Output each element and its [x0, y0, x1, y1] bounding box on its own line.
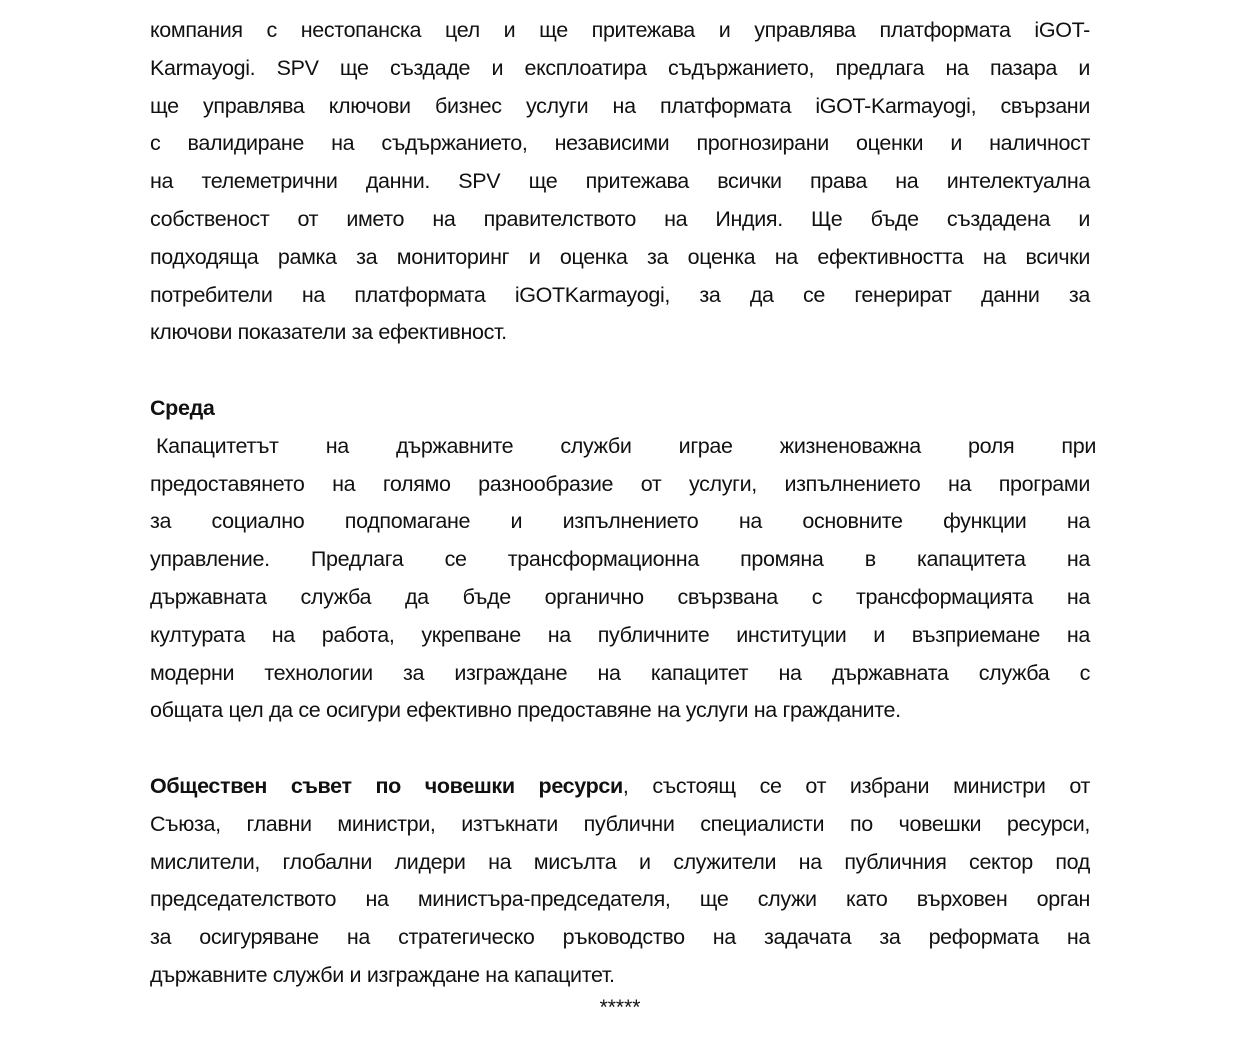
- text-line: предоставянето на голямо разнообразие от услуги, изпълнението на програми: [150, 471, 1090, 496]
- text-line: Капацитетът на държавните служби играе жизненоважна роля при: [156, 433, 1096, 458]
- end-marker: *****: [599, 995, 641, 1019]
- council-name-bold: Обществен съвет по човешки ресурси: [150, 773, 623, 798]
- text-line: собственост от името на правителството на Индия. Ще бъде създадена и: [150, 206, 1090, 231]
- text-line: ще управлява ключови бизнес услуги на платформата iGOT-Karmayogi, свързани: [150, 93, 1090, 118]
- text-line: културата на работа, укрепване на публичните институции и възприемане на: [150, 622, 1090, 647]
- text-line: на телеметрични данни. SPV ще притежава всички права на интелектуална: [150, 169, 1090, 194]
- paragraph-spacer: [150, 352, 1090, 390]
- text-line: Karmayogi. SPV ще създаде и експлоатира съдържанието, предлага на пазара и: [150, 55, 1090, 80]
- text-line: управление. Предлага се трансформационна промяна в капацитета на: [150, 547, 1090, 572]
- text-line: с валидиране на съдържанието, независими прогнозирани оценки и наличност: [150, 131, 1090, 156]
- text-line: модерни технологии за изграждане на капацитет на държавната служба с: [150, 660, 1090, 685]
- text-line: държавната служба да бъде органично свързвана с трансформацията на: [150, 584, 1090, 609]
- text-line: ключови показатели за ефективност.: [150, 320, 507, 345]
- text-line: държавните служби и изграждане на капацитет.: [150, 962, 615, 987]
- council-first-line-rest: , състоящ се от избрани министри от: [622, 773, 1090, 798]
- text-line-first: [150, 768, 1090, 806]
- text-line: председателството на министъра-председателя, ще служи като върховен орган: [150, 887, 1090, 912]
- text-line: подходяща рамка за мониторинг и оценка за оценка на ефективността на всички: [150, 244, 1090, 269]
- text-line: Съюза, главни министри, изтъкнати публични специалисти по човешки ресурси,: [150, 811, 1090, 836]
- paragraph-spacer: [150, 730, 1090, 768]
- text-line: потребители на платформата iGOTKarmayogi, за да се генерират данни за: [150, 282, 1090, 307]
- text-line: компания с нестопанска цел и ще притежава и управлява платформата iGOT-: [150, 18, 1090, 42]
- text-line: за социално подпомагане и изпълнението на основните функции на: [150, 509, 1090, 534]
- text-line: общата цел да се осигури ефективно предоставяне на услуги на гражданите.: [150, 698, 901, 723]
- environment-paragraph: [150, 428, 1096, 730]
- text-line: за осигуряване на стратегическо ръководство на задачата за реформата на: [150, 925, 1090, 950]
- intro-paragraph: [150, 12, 1090, 352]
- document-page: [150, 12, 1096, 1021]
- text-line: мислители, глобални лидери на мисълта и служители на публичния сектор под: [150, 849, 1090, 874]
- council-paragraph: [150, 768, 1090, 995]
- section-heading-environment: Среда: [150, 395, 215, 420]
